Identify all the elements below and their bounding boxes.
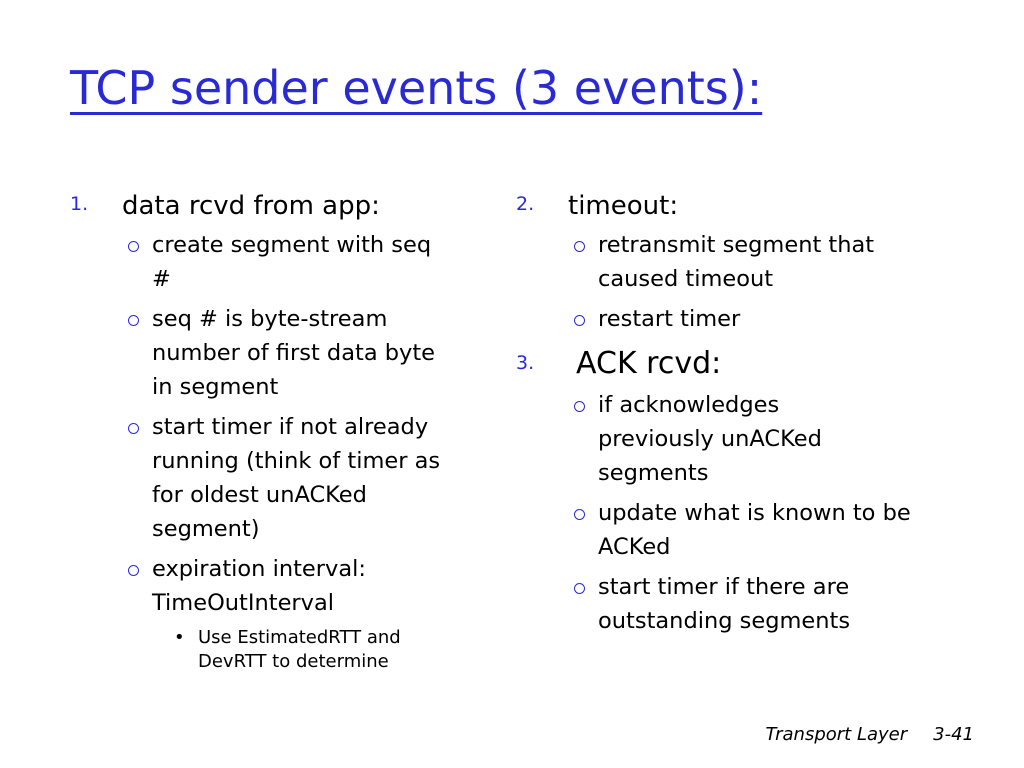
- right-column: [516, 186, 936, 644]
- item-heading: data rcvd from app:: [122, 191, 380, 221]
- item-number: 1.: [70, 193, 89, 215]
- hollow-circle-bullet-icon: [574, 509, 585, 520]
- bullet-text: start timer if not already running (think of timer as for oldest unACKed segment): [152, 414, 441, 542]
- item-heading: ACK rcvd:: [576, 346, 722, 381]
- sub-bullet-item: [174, 626, 458, 674]
- page-number: 3-41: [933, 724, 974, 745]
- bullet-item: [70, 552, 452, 674]
- sub-bullet-text: Use EstimatedRTT and DevRTT to determine: [198, 627, 401, 672]
- bullet-text: restart timer: [598, 306, 741, 332]
- left-column: [70, 186, 460, 680]
- dot-bullet-icon: •: [174, 627, 185, 648]
- bullet-item: [516, 302, 938, 336]
- slide-footer: [766, 724, 974, 745]
- bullet-item: [70, 228, 452, 296]
- ack-rcvd-bullet-list: [516, 388, 936, 638]
- data-rcvd-bullet-list: [70, 228, 460, 674]
- bullet-item: [516, 570, 938, 638]
- list-item-timeout: [516, 186, 936, 226]
- bullet-item: [70, 410, 452, 546]
- timeout-bullet-list: [516, 228, 936, 336]
- item-number: 3.: [516, 352, 535, 374]
- bullet-text: retransmit segment that caused timeout: [598, 232, 875, 292]
- bullet-text: start timer if there are outstanding segments: [598, 574, 851, 634]
- item-heading: timeout:: [568, 191, 679, 221]
- hollow-circle-bullet-icon: [128, 565, 139, 576]
- bullet-item: [70, 302, 452, 404]
- hollow-circle-bullet-icon: [574, 401, 585, 412]
- hollow-circle-bullet-icon: [128, 241, 139, 252]
- item-number: 2.: [516, 193, 535, 215]
- list-item-ack-rcvd: [516, 342, 936, 386]
- bullet-item: [516, 228, 898, 296]
- hollow-circle-bullet-icon: [574, 315, 585, 326]
- list-item-data-rcvd: [70, 186, 460, 226]
- footer-label: Transport Layer: [765, 724, 908, 745]
- bullet-item: [516, 496, 938, 564]
- hollow-circle-bullet-icon: [574, 583, 585, 594]
- hollow-circle-bullet-icon: [128, 423, 139, 434]
- sub-bullet-list: [152, 626, 452, 674]
- bullet-text: create segment with seq #: [152, 232, 432, 292]
- bullet-text: expiration interval: TimeOutInterval: [152, 556, 366, 616]
- bullet-text: if acknowledges previously unACKed segments: [598, 392, 822, 486]
- slide-title: TCP sender events (3 events):: [70, 61, 763, 115]
- hollow-circle-bullet-icon: [128, 315, 139, 326]
- bullet-text: update what is known to be ACKed: [598, 500, 911, 560]
- hollow-circle-bullet-icon: [574, 241, 585, 252]
- bullet-item: [516, 388, 898, 490]
- bullet-text: seq # is byte-stream number of first data byte in segment: [152, 306, 436, 400]
